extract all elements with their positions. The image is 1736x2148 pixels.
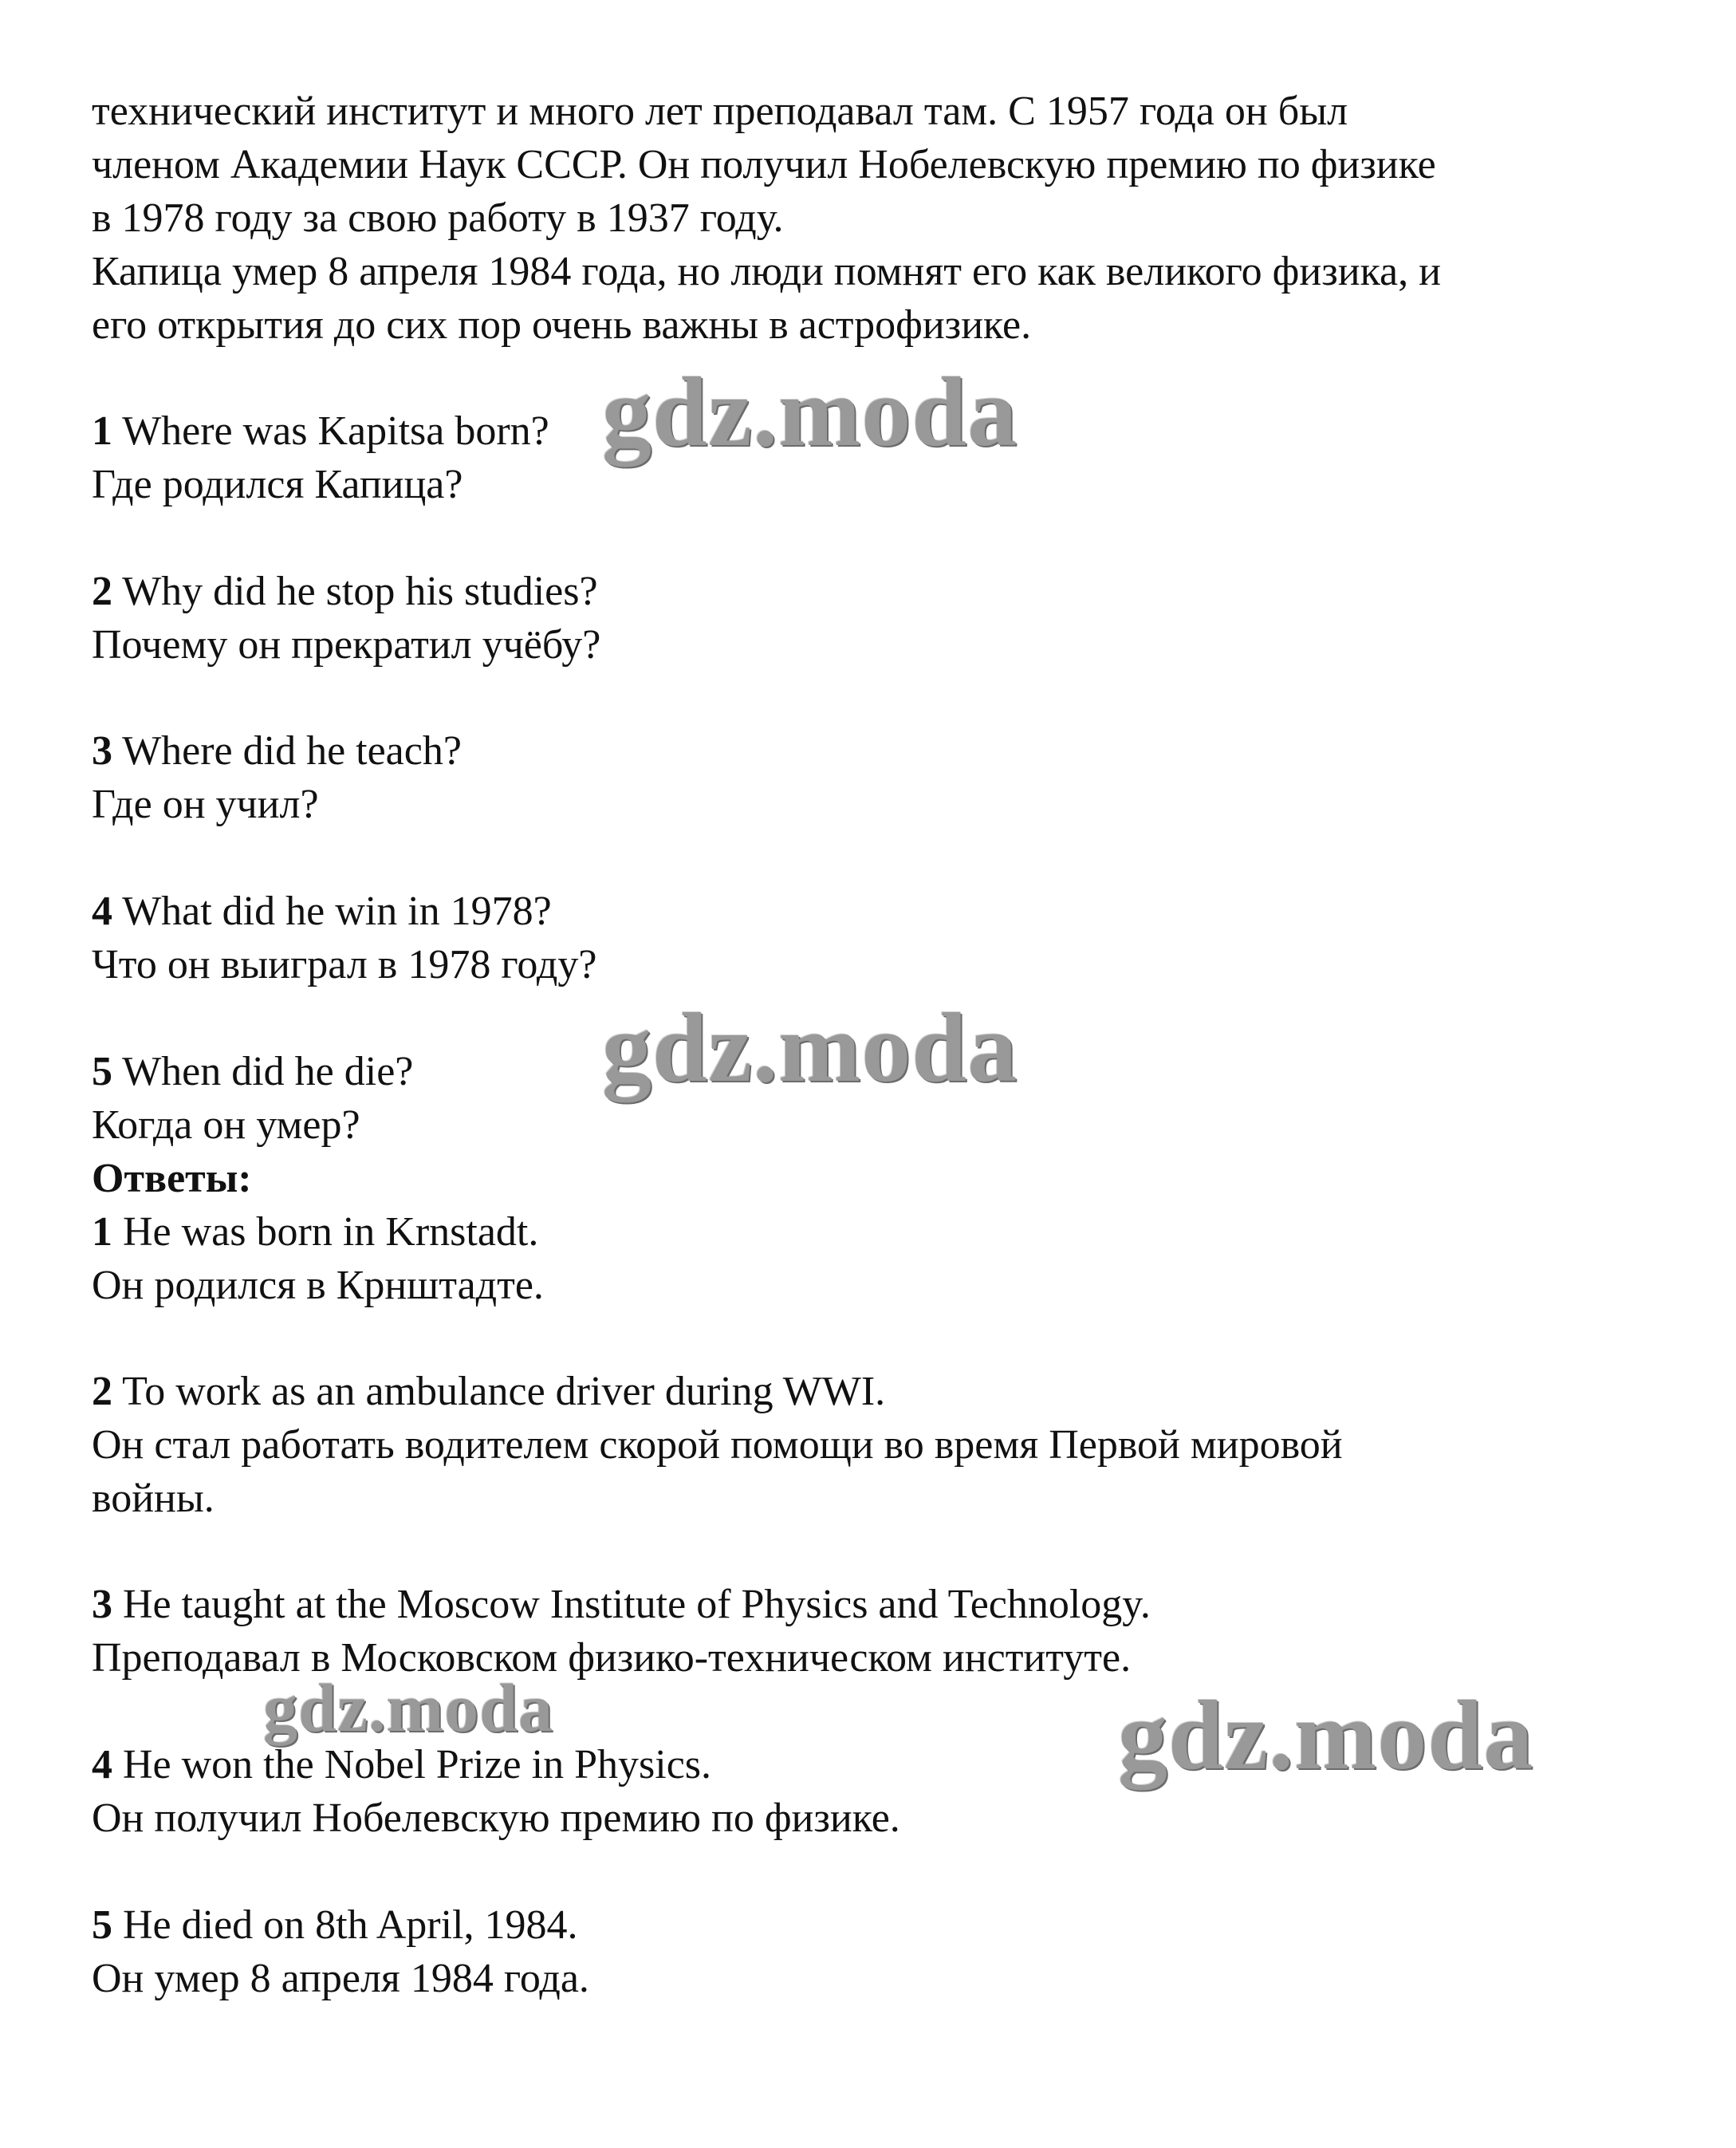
question-number: 2: [92, 569, 112, 614]
question-number: 3: [92, 728, 112, 774]
question-5-en: [92, 1048, 413, 1096]
answers-heading: Ответы:: [92, 1156, 252, 1201]
question-text: When did he die?: [122, 1049, 414, 1094]
answer-1-en: [92, 1208, 538, 1256]
watermark-logo: gdz.moda: [1118, 1681, 1534, 1790]
answer-3-en: [92, 1581, 1151, 1629]
answer-4-en: [92, 1741, 711, 1789]
answer-number: 2: [92, 1369, 112, 1414]
answer-2-ru-line-1: Он стал работать водителем скорой помощи во время Первой мировой: [92, 1422, 1343, 1468]
intro-line-5: его открытия до сих пор очень важны в астрофизике.: [92, 302, 1032, 348]
answer-3-ru: Преподавал в Московском физико-техническом институте.: [92, 1635, 1132, 1681]
answer-number: 4: [92, 1742, 112, 1787]
answer-5-ru: Он умер 8 апреля 1984 года.: [92, 1956, 589, 2001]
question-number: 4: [92, 889, 112, 934]
answer-1-ru: Он родился в Крнштадте.: [92, 1263, 544, 1308]
watermark-logo: gdz.moda: [263, 1669, 553, 1746]
question-text: What did he win in 1978?: [122, 889, 552, 934]
question-1-en: [92, 408, 549, 455]
question-2-en: [92, 568, 598, 616]
question-1-ru: Где родился Капица?: [92, 462, 463, 507]
answer-2-en: [92, 1368, 885, 1416]
question-5-ru: Когда он умер?: [92, 1102, 360, 1148]
answer-4-ru: Он получил Нобелевскую премию по физике.: [92, 1795, 900, 1841]
answer-text: He taught at the Moscow Institute of Physics and Technology.: [123, 1582, 1151, 1627]
question-text: Why did he stop his studies?: [122, 569, 598, 614]
intro-line-3: в 1978 году за свою работу в 1937 году.: [92, 195, 784, 241]
answer-5-en: [92, 1902, 578, 1949]
answer-text: He was born in Krnstadt.: [123, 1209, 539, 1255]
question-text: Where did he teach?: [122, 728, 462, 774]
answer-2-ru-line-2: войны.: [92, 1476, 215, 1521]
answer-text: To work as an ambulance driver during WWI.: [122, 1369, 886, 1414]
answer-number: 1: [92, 1209, 112, 1255]
question-number: 1: [92, 408, 112, 454]
answer-text: He won the Nobel Prize in Physics.: [123, 1742, 712, 1787]
answer-number: 5: [92, 1902, 112, 1948]
question-4-en: [92, 888, 552, 936]
question-2-ru: Почему он прекратил учёбу?: [92, 622, 601, 668]
question-number: 5: [92, 1049, 112, 1094]
intro-line-4: Капица умер 8 апреля 1984 года, но люди помнят его как великого физика, и: [92, 249, 1441, 294]
intro-line-1: технический институт и много лет преподавал там. С 1957 года он был: [92, 89, 1348, 134]
answer-text: He died on 8th April, 1984.: [123, 1902, 578, 1948]
question-3-ru: Где он учил?: [92, 782, 319, 827]
answer-number: 3: [92, 1582, 112, 1627]
intro-line-2: членом Академии Наук СССР. Он получил Нобелевскую премию по физике: [92, 142, 1436, 187]
watermark-logo: gdz.moda: [602, 357, 1018, 467]
question-4-ru: Что он выиграл в 1978 году?: [92, 942, 597, 987]
question-3-en: [92, 727, 462, 775]
watermark-logo: gdz.moda: [602, 993, 1018, 1102]
question-text: Where was Kapitsa born?: [122, 408, 549, 454]
